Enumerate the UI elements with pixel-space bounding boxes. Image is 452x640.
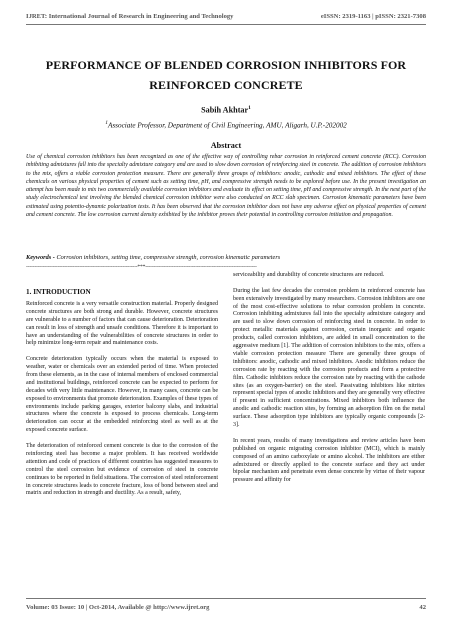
issn-number: eISSN: 2319-1163 | pISSN: 2321-7308 [320,13,426,20]
affiliation-line [0,120,452,129]
introduction-heading: 1. INTRODUCTION [26,288,91,296]
right-column [233,272,425,493]
keywords-text: Corrosion inhibitors, setting time, compressive strength, corrosion kinematic parameters [56,254,281,261]
affiliation-mark: 1 [105,120,108,126]
section-separator: -------------------------------------------------------------------***------------------------------------------------------------------- [26,264,257,270]
right-paragraph-3: In recent years, results of many investigations and review articles have been published on organic migrating corrosion inhibitor (MCI), which is mainly composed of an amino carboxylate or amino alcohol. The inhibitors are either admixtured or directly applied to the concrete surface and they act under bipolar mechanism and penetrate even dense concrete by virtue of their vapour pressure and affinity for [233,437,425,484]
author-mark: 1 [248,105,251,111]
paper-title: PERFORMANCE OF BLENDED CORROSION INHIBITORS FOR REINFORCED CONCRETE [45,58,407,92]
journal-name: IJRET: International Journal of Research in Engineering and Technology [26,13,234,20]
running-footer [26,604,426,611]
right-paragraph-2: During the last few decades the corrosion problem in reinforced concrete has been extensively investigated by many researchers. Corrosion inhibitors are one of the most cost-effective solutions to rebar corrosion problem in concrete. Corrosion inhibiting admixtures fall into the specialty admixture category and are used to slow down corrosion of reinforcing steel in concrete. In order to protect metallic materials against corrosion, certain inorganic and organic products, called corrosion inhibitors, are added in small concentration to the aggressive medium [1]. The addition of corrosion inhibitors to the mix, offers a viable corrosion protection measure There are generally three groups of inhibitors: anodic, cathodic and mixed inhibitors. Anodic inhibitors reduce the corrosion rate by reacting with the corrosion products and form a protective film. Cathodic inhibitors reduce the corrosion rate by reacting with the cathode sites (as an oxygen-barrier) on the steel. Passivating inhibitors like nitrites represent special types of anodic inhibitors and they are generally very effective if present in sufficient concentrations. Mixed inhibitors both influence the anodic and cathodic reaction sites, by forming an adsorption film on the metal surface. These adsorption type inhibitors are typically organic compounds [2-3]. [233,287,425,429]
left-column [26,280,218,506]
footer-rule [26,598,426,599]
left-paragraph-3: The deterioration of reinforced cement concrete is due to the corrosion of the reinforcing steel has become a major problem. It has received worldwide attention and code of practices of different countries has suggested measures to control the steel corrosion but evidence of corrosion of steel in concrete continues to be reported in field situations. The corrosion of steel reinforcement in concrete structures leads to concrete fracture, loss of bond between steel and matrix and reduction in strength and ductility. As a result, safety, [26,443,218,497]
author-name: Sabih Akhtar [201,105,249,115]
abstract-text: Use of chemical corrosion inhibitors has been recognized as one of the effective way of controlling rebar corrosion in reinforced cement concrete (RCC). Corrosion inhibiting admixtures fall into the specialty admixture category and are used to slow down corrosion of reinforcing steel in concrete. The addition of corrosion inhibitors to the mix, offers a viable corrosion protection measure. There are generally three groups of inhibitors: anodic, cathodic and mixed inhibitors. The effect of these chemicals on various physical properties of cement such as setting time, pH, and compressive strength needs to be explored before use. In the present investigation an attempt has been made to mix two commercially available corrosion inhibitors and evaluate its effect on setting time, pH and compressive strength. In the next part of the study electrochemical test involving the blended chemical corrosion inhibitor were also conducted on RCC slab specimen. Corrosion kinematic parameters have been estimated using potentio-dynamic polarization tests. It has been observed that the corrosion inhibitor does not have any adverse effect on physical properties of cement and cement concrete. The low corrosion current density exhibited by the inhibitor proves their potential in controlling corrosion initiation and propagation. [26,154,426,219]
author-line [0,105,452,115]
running-header [26,13,426,20]
abstract-heading: Abstract [210,141,242,150]
keywords-line [26,254,426,263]
right-paragraph-1: serviceability and durability of concrete structures are reduced. [233,272,385,278]
left-paragraph-2: Concrete deterioration typically occurs when the material is exposed to weather, water or chemicals over an extended period of time. When protected from these elements, as in the case of internal members of enclosed commercial and institutional buildings, reinforced concrete can be expected to perform for decades with very little maintenance. However, in many cases, concrete can be exposed to environments that promote deterioration. Examples of these types of environments include parking garages, exterior balcony slabs, and industrial structures where the concrete is exposed to process chemicals. Long-term deterioration can occur at the embedded reinforcing steel as well as at the exposed concrete surface. [26,356,218,434]
volume-info: Volume: 03 Issue: 10 | Oct-2014, Available @ http://www.ijret.org [26,604,210,611]
affiliation-text: Associate Professor, Department of Civil Engineering, AMU, Aligarh, U.P.-202002 [107,121,347,130]
page-number: 42 [419,604,426,611]
keywords-label: Keywords - [26,254,55,261]
left-paragraph-1: Reinforced concrete is a very versatile construction material. Properly designed concrete structures are both strong and durable. However, concrete structures are vulnerable to a number of factors that can cause deterioration. Deterioration can result in loss of strength and unsafe conditions. Therefore it is important to have an understanding of the vulnerabilities of concrete structures in order to help minimize long-term repair and maintenance costs. [26,300,218,347]
header-rule [26,24,426,25]
